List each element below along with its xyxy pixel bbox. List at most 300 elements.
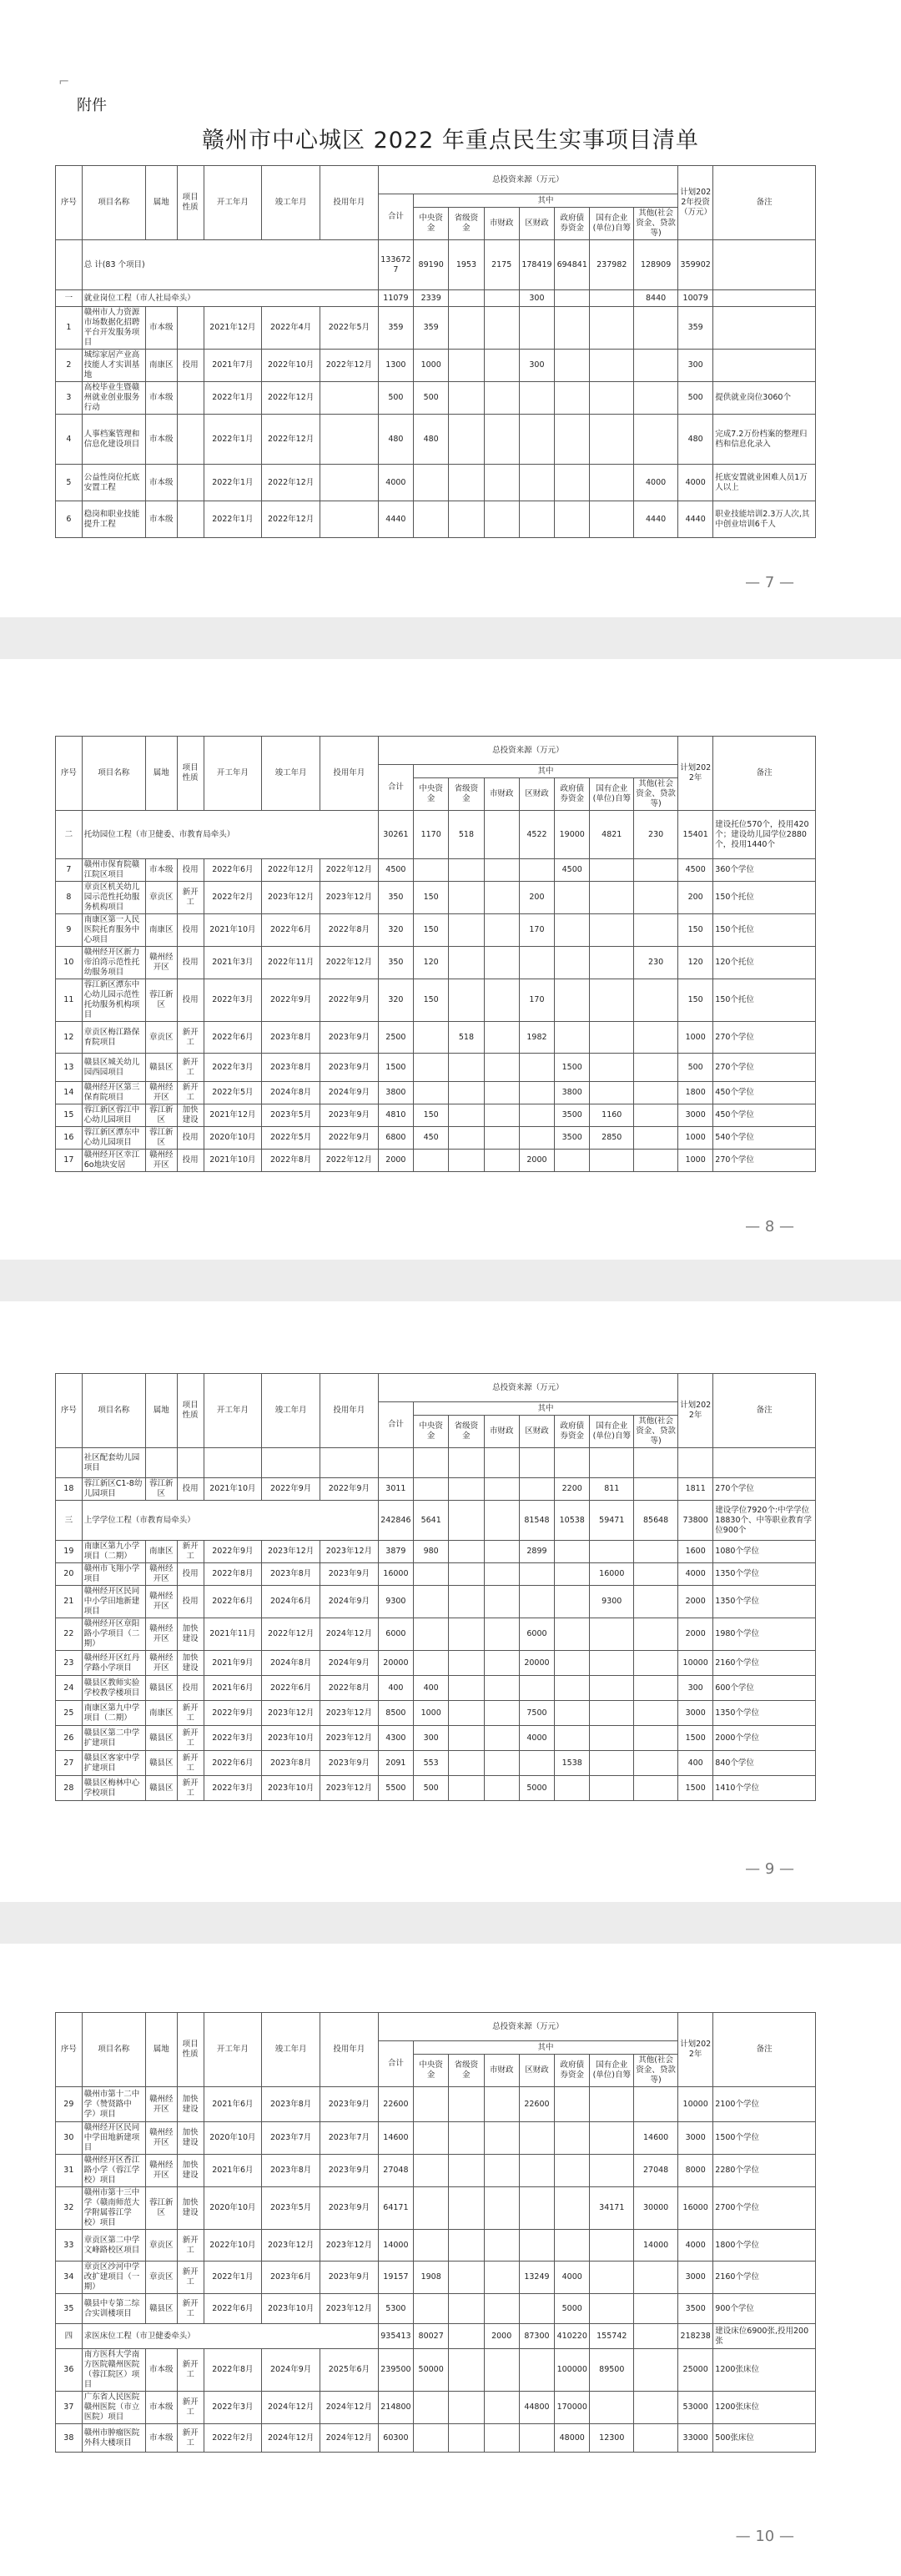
header-source: 总投资来源（万元） (378, 737, 677, 765)
group-title: 托幼园位工程（市卫健委、市教育局牵头） (82, 811, 378, 859)
cell-city (484, 350, 519, 382)
cell-total: 242846 (378, 1501, 413, 1541)
cell-seq: 6 (56, 501, 83, 538)
cell-operate: 2023年12月 (320, 2294, 379, 2324)
cell-remark: 270个学位 (713, 1022, 816, 1054)
cell-remark: 2700个学位 (713, 2187, 816, 2230)
cell-total: 19157 (378, 2262, 413, 2294)
cell-city (484, 1127, 519, 1150)
cell-plan: 4000 (678, 1563, 713, 1586)
cell-central: 89190 (414, 240, 449, 290)
group-row (56, 290, 816, 307)
cell-project-name: 高校毕业生暨赣州就业创业服务行动 (82, 382, 145, 415)
cell-start: 2022年9月 (204, 1701, 262, 1726)
header-name: 项目名称 (82, 1374, 145, 1448)
cell-provincial (449, 415, 484, 465)
cell-city (484, 1022, 519, 1054)
cell-soe: 237982 (590, 240, 634, 290)
cell-start: 2022年6月 (204, 1586, 262, 1618)
cell-remark: 2000个学位 (713, 1726, 816, 1751)
cell-seq: 4 (56, 415, 83, 465)
cell-other (634, 415, 678, 465)
cell-other (634, 859, 678, 882)
cell-nature: 投用 (177, 1563, 204, 1586)
cell-location: 市本级 (145, 2424, 177, 2453)
cell-soe: 9300 (590, 1586, 634, 1618)
cell-finish: 2023年8月 (262, 1751, 320, 1776)
cell-soe (590, 465, 634, 501)
header-name: 项目名称 (82, 2013, 145, 2087)
table-row (56, 979, 816, 1022)
cell-remark: 270个学位 (713, 1150, 816, 1172)
table-row (56, 1127, 816, 1150)
cell-total: 14000 (378, 2230, 413, 2262)
cell-operate: 2024年9月 (320, 1586, 379, 1618)
cell-start: 2022年3月 (204, 979, 262, 1022)
cell-total: 8500 (378, 1701, 413, 1726)
project-table-page-7 (55, 165, 816, 538)
cell-provincial (449, 947, 484, 979)
cell-plan: 2000 (678, 1586, 713, 1618)
table-row (56, 882, 816, 914)
cell-nature: 新开工 (177, 2262, 204, 2294)
cell-provincial (449, 1776, 484, 1801)
cell-project-name: 蓉江新区蓉江中心幼儿园项目 (82, 1104, 145, 1127)
cell-seq: 三 (56, 1501, 83, 1541)
cell-bond (555, 2187, 590, 2230)
cell-seq: 22 (56, 1618, 83, 1651)
cell-operate: 2025年6月 (320, 2349, 379, 2392)
cell-nature (177, 415, 204, 465)
cell-soe: 89500 (590, 2349, 634, 2392)
cell-plan: 4000 (678, 2230, 713, 2262)
cell-provincial: 518 (449, 1022, 484, 1054)
cell-location: 蓉江新区 (145, 979, 177, 1022)
cell-operate: 2023年12月 (320, 1541, 379, 1563)
cell-project-name: 赣州市人力资源市场数据化招聘平台开发服务项目 (82, 307, 145, 350)
header-provincial: 省级资金 (449, 778, 484, 811)
cell-central (414, 2230, 449, 2262)
cell-operate: 2024年12月 (320, 2424, 379, 2453)
cell-remark: 1500个学位 (713, 2122, 816, 2155)
cell-district: 5000 (519, 1776, 554, 1801)
cell-central: 500 (414, 382, 449, 415)
cell-location (145, 1448, 177, 1478)
cell-other (634, 350, 678, 382)
cell-plan: 480 (678, 415, 713, 465)
cell-seq: 28 (56, 1776, 83, 1801)
cell-project-name: 广东省人民医院赣州医院（市立医院）项目 (82, 2392, 145, 2424)
cell-central: 450 (414, 1127, 449, 1150)
cell-seq: 34 (56, 2262, 83, 2294)
cell-central: 1000 (414, 1701, 449, 1726)
cell-central (414, 2155, 449, 2187)
cell-project-name: 赣州经开区章阳路小学项目（二期） (82, 1618, 145, 1651)
cell-project-name: 公益性岗位托底安置工程 (82, 465, 145, 501)
cell-remark: 1350个学位 (713, 1586, 816, 1618)
cell-bond: 1500 (555, 1054, 590, 1082)
cell-district (519, 501, 554, 538)
cell-seq: 26 (56, 1726, 83, 1751)
cell-provincial (449, 1127, 484, 1150)
cell-central: 80027 (414, 2324, 449, 2349)
cell-soe (590, 1776, 634, 1801)
cell-bond (555, 465, 590, 501)
cell-district (519, 307, 554, 350)
cell-city (484, 2392, 519, 2424)
cell-other (634, 1127, 678, 1150)
cell-provincial: 518 (449, 811, 484, 859)
cell-remark: 540个学位 (713, 1127, 816, 1150)
cell-bond: 410220 (555, 2324, 590, 2349)
cell-district: 81548 (519, 1501, 554, 1541)
header-operate: 投用年月 (320, 737, 379, 811)
page-number: — 9 — (745, 1860, 794, 1878)
cell-city (484, 2087, 519, 2122)
cell-provincial (449, 1751, 484, 1776)
header-nature: 项目性质 (177, 166, 204, 240)
cell-central: 1170 (414, 811, 449, 859)
cell-start: 2022年5月 (204, 1082, 262, 1104)
cell-nature: 加快建设 (177, 1651, 204, 1676)
cell-location: 赣州经开区 (145, 1618, 177, 1651)
table-header-row (56, 166, 816, 194)
cell-seq: 19 (56, 1541, 83, 1563)
cell-plan: 73800 (678, 1501, 713, 1541)
group-title: 就业岗位工程（市人社局牵头） (82, 290, 378, 307)
cell-seq: 35 (56, 2294, 83, 2324)
cell-nature: 投用 (177, 1478, 204, 1501)
cell-finish: 2022年12月 (262, 382, 320, 415)
cell-district (519, 2424, 554, 2453)
cell-seq: 17 (56, 1150, 83, 1172)
header-operate: 投用年月 (320, 166, 379, 240)
cell-location: 蓉江新区 (145, 2187, 177, 2230)
table-row (56, 1586, 816, 1618)
cell-start: 2021年11月 (204, 1618, 262, 1651)
table-row (56, 1541, 816, 1563)
cell-total: 935413 (378, 2324, 413, 2349)
cell-project-name: 赣州市肿瘤医院外科大楼项目 (82, 2424, 145, 2453)
header-remark: 备注 (713, 737, 816, 811)
cell-district: 4000 (519, 1726, 554, 1751)
cell-project-name: 赣州经开区第三保育院项目 (82, 1082, 145, 1104)
cell-district (519, 2155, 554, 2187)
cell-nature: 新开工 (177, 1701, 204, 1726)
cell-other: 128909 (634, 240, 678, 290)
cell-project-name: 赣州市飞翔小学项目 (82, 1563, 145, 1586)
cell-soe (590, 2155, 634, 2187)
cell-total: 359 (378, 307, 413, 350)
cell-total: 4300 (378, 1726, 413, 1751)
cell-district (519, 859, 554, 882)
cell-operate: 2022年8月 (320, 1676, 379, 1701)
cell-other (634, 1054, 678, 1082)
header-finish: 竣工年月 (262, 2013, 320, 2087)
cell-nature (177, 501, 204, 538)
cell-nature: 投用 (177, 914, 204, 947)
cell-other (634, 2294, 678, 2324)
cell-seq: 37 (56, 2392, 83, 2424)
cell-finish: 2022年5月 (262, 1127, 320, 1150)
cell-central: 300 (414, 1726, 449, 1751)
cell-city (484, 859, 519, 882)
cell-city (484, 1563, 519, 1586)
cell-bond (555, 2230, 590, 2262)
cell-other: 230 (634, 947, 678, 979)
cell-seq: 四 (56, 2324, 83, 2349)
cell-nature: 加快建设 (177, 2155, 204, 2187)
cell-city (484, 979, 519, 1022)
page-number: — 7 — (745, 574, 794, 591)
table-row (56, 2294, 816, 2324)
cell-location: 南康区 (145, 914, 177, 947)
cell-nature: 新开工 (177, 1082, 204, 1104)
cell-total: 27048 (378, 2155, 413, 2187)
cell-plan: 359 (678, 307, 713, 350)
table-row (56, 2187, 816, 2230)
cell-soe (590, 1448, 634, 1478)
group-title: 求医床位工程（市卫健委牵头） (82, 2324, 378, 2349)
cell-plan: 4000 (678, 465, 713, 501)
cell-project-name: 赣州经开区幸江6o地块安居 (82, 1150, 145, 1172)
cell-other (634, 1541, 678, 1563)
cell-total: 4000 (378, 465, 413, 501)
cell-location: 市本级 (145, 465, 177, 501)
cell-location: 赣州经开区 (145, 2122, 177, 2155)
cell-bond: 3800 (555, 1082, 590, 1104)
cell-central: 5641 (414, 1501, 449, 1541)
cell-operate: 2024年9月 (320, 1651, 379, 1676)
cell-plan: 10000 (678, 2087, 713, 2122)
header-soe: 国有企业(单位)自筹 (590, 2055, 634, 2087)
cell-city (484, 1082, 519, 1104)
table-row (56, 1448, 816, 1478)
cell-start: 2022年2月 (204, 882, 262, 914)
table-row (56, 859, 816, 882)
cell-operate: 2022年8月 (320, 914, 379, 947)
cell-other (634, 1586, 678, 1618)
cell-remark: 2160个学位 (713, 2262, 816, 2294)
cell-provincial (449, 1541, 484, 1563)
table-row (56, 1478, 816, 1501)
cell-plan: 4440 (678, 501, 713, 538)
cell-provincial (449, 350, 484, 382)
cell-nature: 加快建设 (177, 1104, 204, 1127)
cell-project-name: 赣州经开区红丹学路小学项目 (82, 1651, 145, 1676)
cell-other (634, 2324, 678, 2349)
cell-plan: 500 (678, 382, 713, 415)
cell-operate: 2022年5月 (320, 307, 379, 350)
cell-operate: 2023年12月 (320, 1726, 379, 1751)
cell-start: 2022年1月 (204, 2262, 262, 2294)
cell-nature: 新开工 (177, 1751, 204, 1776)
cell-city (484, 2155, 519, 2187)
header-plan: 计划2022年 (678, 737, 713, 811)
table-row (56, 1054, 816, 1082)
page-number: — 10 — (736, 2528, 794, 2545)
cell-location: 赣州经开区 (145, 1586, 177, 1618)
cell-nature: 加快建设 (177, 1618, 204, 1651)
header-district: 区财政 (519, 778, 554, 811)
cell-city (484, 1478, 519, 1501)
cell-location: 赣县区 (145, 2294, 177, 2324)
cell-location: 赣州经开区 (145, 2087, 177, 2122)
cell-provincial (449, 2230, 484, 2262)
cell-operate: 2023年7月 (320, 2122, 379, 2155)
table-row (56, 415, 816, 465)
cell-remark: 150个托位 (713, 882, 816, 914)
cell-soe (590, 1618, 634, 1651)
cell-plan: 218238 (678, 2324, 713, 2349)
cell-location: 南康区 (145, 350, 177, 382)
cell-other (634, 914, 678, 947)
cell-plan: 1600 (678, 1541, 713, 1563)
cell-total: 16000 (378, 1563, 413, 1586)
cell-finish: 2024年9月 (262, 2349, 320, 2392)
cell-finish: 2023年8月 (262, 1054, 320, 1082)
cell-operate: 2023年9月 (320, 1104, 379, 1127)
cell-plan: 150 (678, 914, 713, 947)
cell-district (519, 382, 554, 415)
cell-central (414, 2187, 449, 2230)
cell-soe (590, 1726, 634, 1751)
table-row (56, 1082, 816, 1104)
cell-bond (555, 1448, 590, 1478)
header-soe: 国有企业(单位)自筹 (590, 778, 634, 811)
cell-location: 赣州经开区 (145, 1150, 177, 1172)
cell-central (414, 1448, 449, 1478)
cell-other: 30000 (634, 2187, 678, 2230)
cell-central: 980 (414, 1541, 449, 1563)
cell-nature: 新开工 (177, 1054, 204, 1082)
cell-seq: 33 (56, 2230, 83, 2262)
cell-plan: 150 (678, 979, 713, 1022)
cell-city: 2175 (484, 240, 519, 290)
cell-plan: 359902 (678, 240, 713, 290)
cell-operate: 2022年9月 (320, 1478, 379, 1501)
cell-provincial (449, 979, 484, 1022)
cell-provincial (449, 2349, 484, 2392)
cell-seq: 14 (56, 1082, 83, 1104)
cell-soe (590, 415, 634, 465)
header-operate: 投用年月 (320, 2013, 379, 2087)
header-start: 开工年月 (204, 1374, 262, 1448)
cell-provincial (449, 465, 484, 501)
cell-district (519, 1586, 554, 1618)
cell-finish: 2023年8月 (262, 2087, 320, 2122)
cell-project-name: 蓉江新区C1-8幼儿园项目 (82, 1478, 145, 1501)
cell-location: 赣县区 (145, 1726, 177, 1751)
cell-project-name: 蓉江新区潭东中心幼儿园项目 (82, 1127, 145, 1150)
cell-remark: 500张床位 (713, 2424, 816, 2453)
cell-total: 64171 (378, 2187, 413, 2230)
cell-soe (590, 1676, 634, 1701)
cell-operate: 2022年12月 (320, 350, 379, 382)
header-remark: 备注 (713, 1374, 816, 1448)
cell-nature: 新开工 (177, 2349, 204, 2392)
cell-finish: 2022年12月 (262, 1618, 320, 1651)
cell-district: 22600 (519, 2087, 554, 2122)
cell-total: 3800 (378, 1082, 413, 1104)
cell-soe (590, 290, 634, 307)
cell-provincial (449, 2324, 484, 2349)
cell-remark: 150个托位 (713, 914, 816, 947)
cell-provincial (449, 2424, 484, 2453)
header-seq: 序号 (56, 737, 83, 811)
cell-district: 200 (519, 882, 554, 914)
cell-central (414, 501, 449, 538)
cell-finish: 2022年4月 (262, 307, 320, 350)
table-row (56, 2392, 816, 2424)
header-district: 区财政 (519, 2055, 554, 2087)
cell-nature: 新开工 (177, 1726, 204, 1751)
cell-district: 87300 (519, 2324, 554, 2349)
cell-finish: 2023年7月 (262, 2122, 320, 2155)
cell-central (414, 1563, 449, 1586)
cell-city (484, 2262, 519, 2294)
cell-seq: 二 (56, 811, 83, 859)
cell-project-name: 赣县区客家中学扩建项目 (82, 1751, 145, 1776)
cell-total: 60300 (378, 2424, 413, 2453)
cell-plan (678, 1448, 713, 1478)
cell-nature: 新开工 (177, 1776, 204, 1801)
cell-location: 赣州经开区 (145, 1082, 177, 1104)
cell-other: 14600 (634, 2122, 678, 2155)
cell-soe: 4821 (590, 811, 634, 859)
cell-provincial (449, 1726, 484, 1751)
cell-operate (320, 1448, 379, 1478)
cell-plan: 3500 (678, 2294, 713, 2324)
header-other: 其他(社会资金、贷款等) (634, 1416, 678, 1448)
cell-bond (555, 1776, 590, 1801)
cell-total: 2500 (378, 1022, 413, 1054)
cell-finish (262, 1448, 320, 1478)
cell-plan: 16000 (678, 2187, 713, 2230)
cell-central (414, 1054, 449, 1082)
cell-seq: 31 (56, 2155, 83, 2187)
cell-district (519, 1563, 554, 1586)
cell-seq: 5 (56, 465, 83, 501)
cell-location: 南康区 (145, 1541, 177, 1563)
header-finish: 竣工年月 (262, 1374, 320, 1448)
cell-project-name: 章贡区第二中学文峰路校区项目 (82, 2230, 145, 2262)
header-nature: 项目性质 (177, 1374, 204, 1448)
cell-bond: 1538 (555, 1751, 590, 1776)
cell-soe (590, 1651, 634, 1676)
cell-remark: 2280个学位 (713, 2155, 816, 2187)
cell-bond (555, 1701, 590, 1726)
cell-provincial (449, 382, 484, 415)
group-title: 上学学位工程（市教育局牵头） (82, 1501, 378, 1541)
cell-central (414, 2392, 449, 2424)
cell-operate: 2023年12月 (320, 1776, 379, 1801)
cell-plan: 33000 (678, 2424, 713, 2453)
cell-city (484, 415, 519, 465)
cell-soe: 12300 (590, 2424, 634, 2453)
cell-location: 市本级 (145, 859, 177, 882)
project-table-page-9 (55, 1373, 816, 1801)
cell-finish: 2024年6月 (262, 1586, 320, 1618)
table-row (56, 350, 816, 382)
cell-location: 赣州经开区 (145, 1651, 177, 1676)
cell-bond (555, 1541, 590, 1563)
cell-provincial (449, 1676, 484, 1701)
header-source: 总投资来源（万元） (378, 1374, 677, 1402)
cell-start: 2021年12月 (204, 307, 262, 350)
cell-start: 2021年10月 (204, 1478, 262, 1501)
cell-city (484, 2349, 519, 2392)
